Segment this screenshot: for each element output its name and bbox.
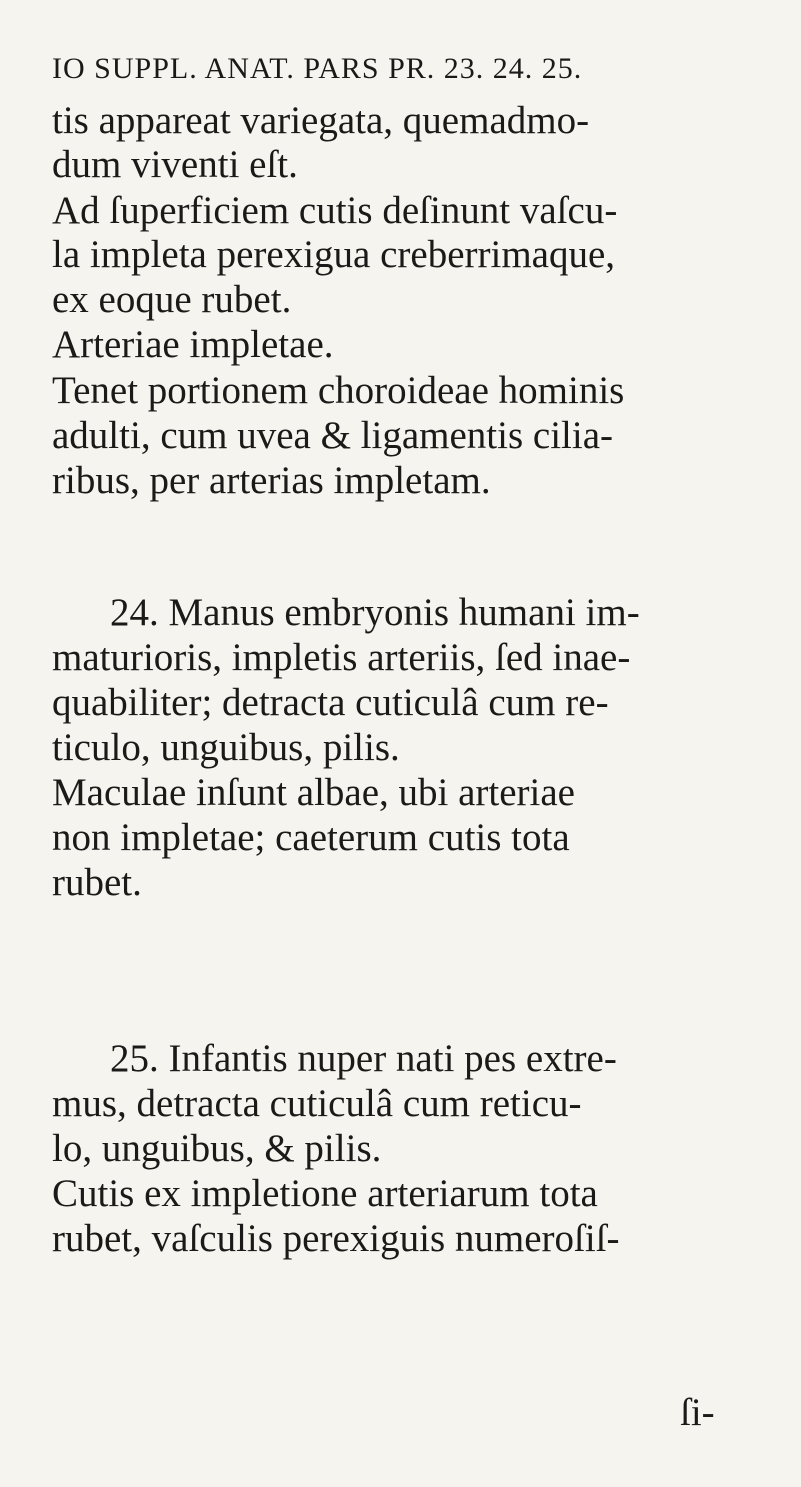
text-line: 24. Manus embryonis humani im- xyxy=(110,591,640,634)
text-line: dum viventi eſt. xyxy=(52,143,298,186)
text-line: non impletae; caeterum cutis tota xyxy=(52,816,570,859)
text-line: Maculae inſunt albae, ubi arteriae xyxy=(52,771,575,814)
text-line: Cutis ex impletione arteriarum tota xyxy=(52,1172,598,1215)
text-line: maturioris, impletis arteriis, ſed inae- xyxy=(52,636,631,679)
text-line: ribus, per arterias impletam. xyxy=(52,459,491,502)
text-line: Arteriae impletae. xyxy=(52,323,334,366)
text-line: mus, detracta cuticulâ cum reticu- xyxy=(52,1082,582,1125)
text-line: tis appareat variegata, quemadmo- xyxy=(52,99,590,142)
text-line: rubet. xyxy=(52,861,142,904)
text-line: rubet, vaſculis perexiguis numeroſiſ- xyxy=(52,1217,620,1260)
text-line: lo, unguibus, & pilis. xyxy=(52,1127,382,1170)
text-line: ex eoque rubet. xyxy=(52,278,292,321)
text-line: Ad ſuperficiem cutis deſinunt vaſcu- xyxy=(52,189,618,232)
running-header: IO SUPPL. ANAT. PARS PR. 23. 24. 25. xyxy=(52,52,583,85)
text-line: la impleta perexigua creberrimaque, xyxy=(52,233,616,276)
text-line: adulti, cum uvea & ligamentis cilia- xyxy=(52,414,614,457)
text-line: ticulo, unguibus, pilis. xyxy=(52,726,400,769)
catchword: ſi- xyxy=(680,1391,715,1434)
text-line: 25. Infantis nuper nati pes extre- xyxy=(110,1037,617,1080)
text-line: quabiliter; detracta cuticulâ cum re- xyxy=(52,681,609,724)
text-line: Tenet portionem choroideae hominis xyxy=(52,369,625,412)
